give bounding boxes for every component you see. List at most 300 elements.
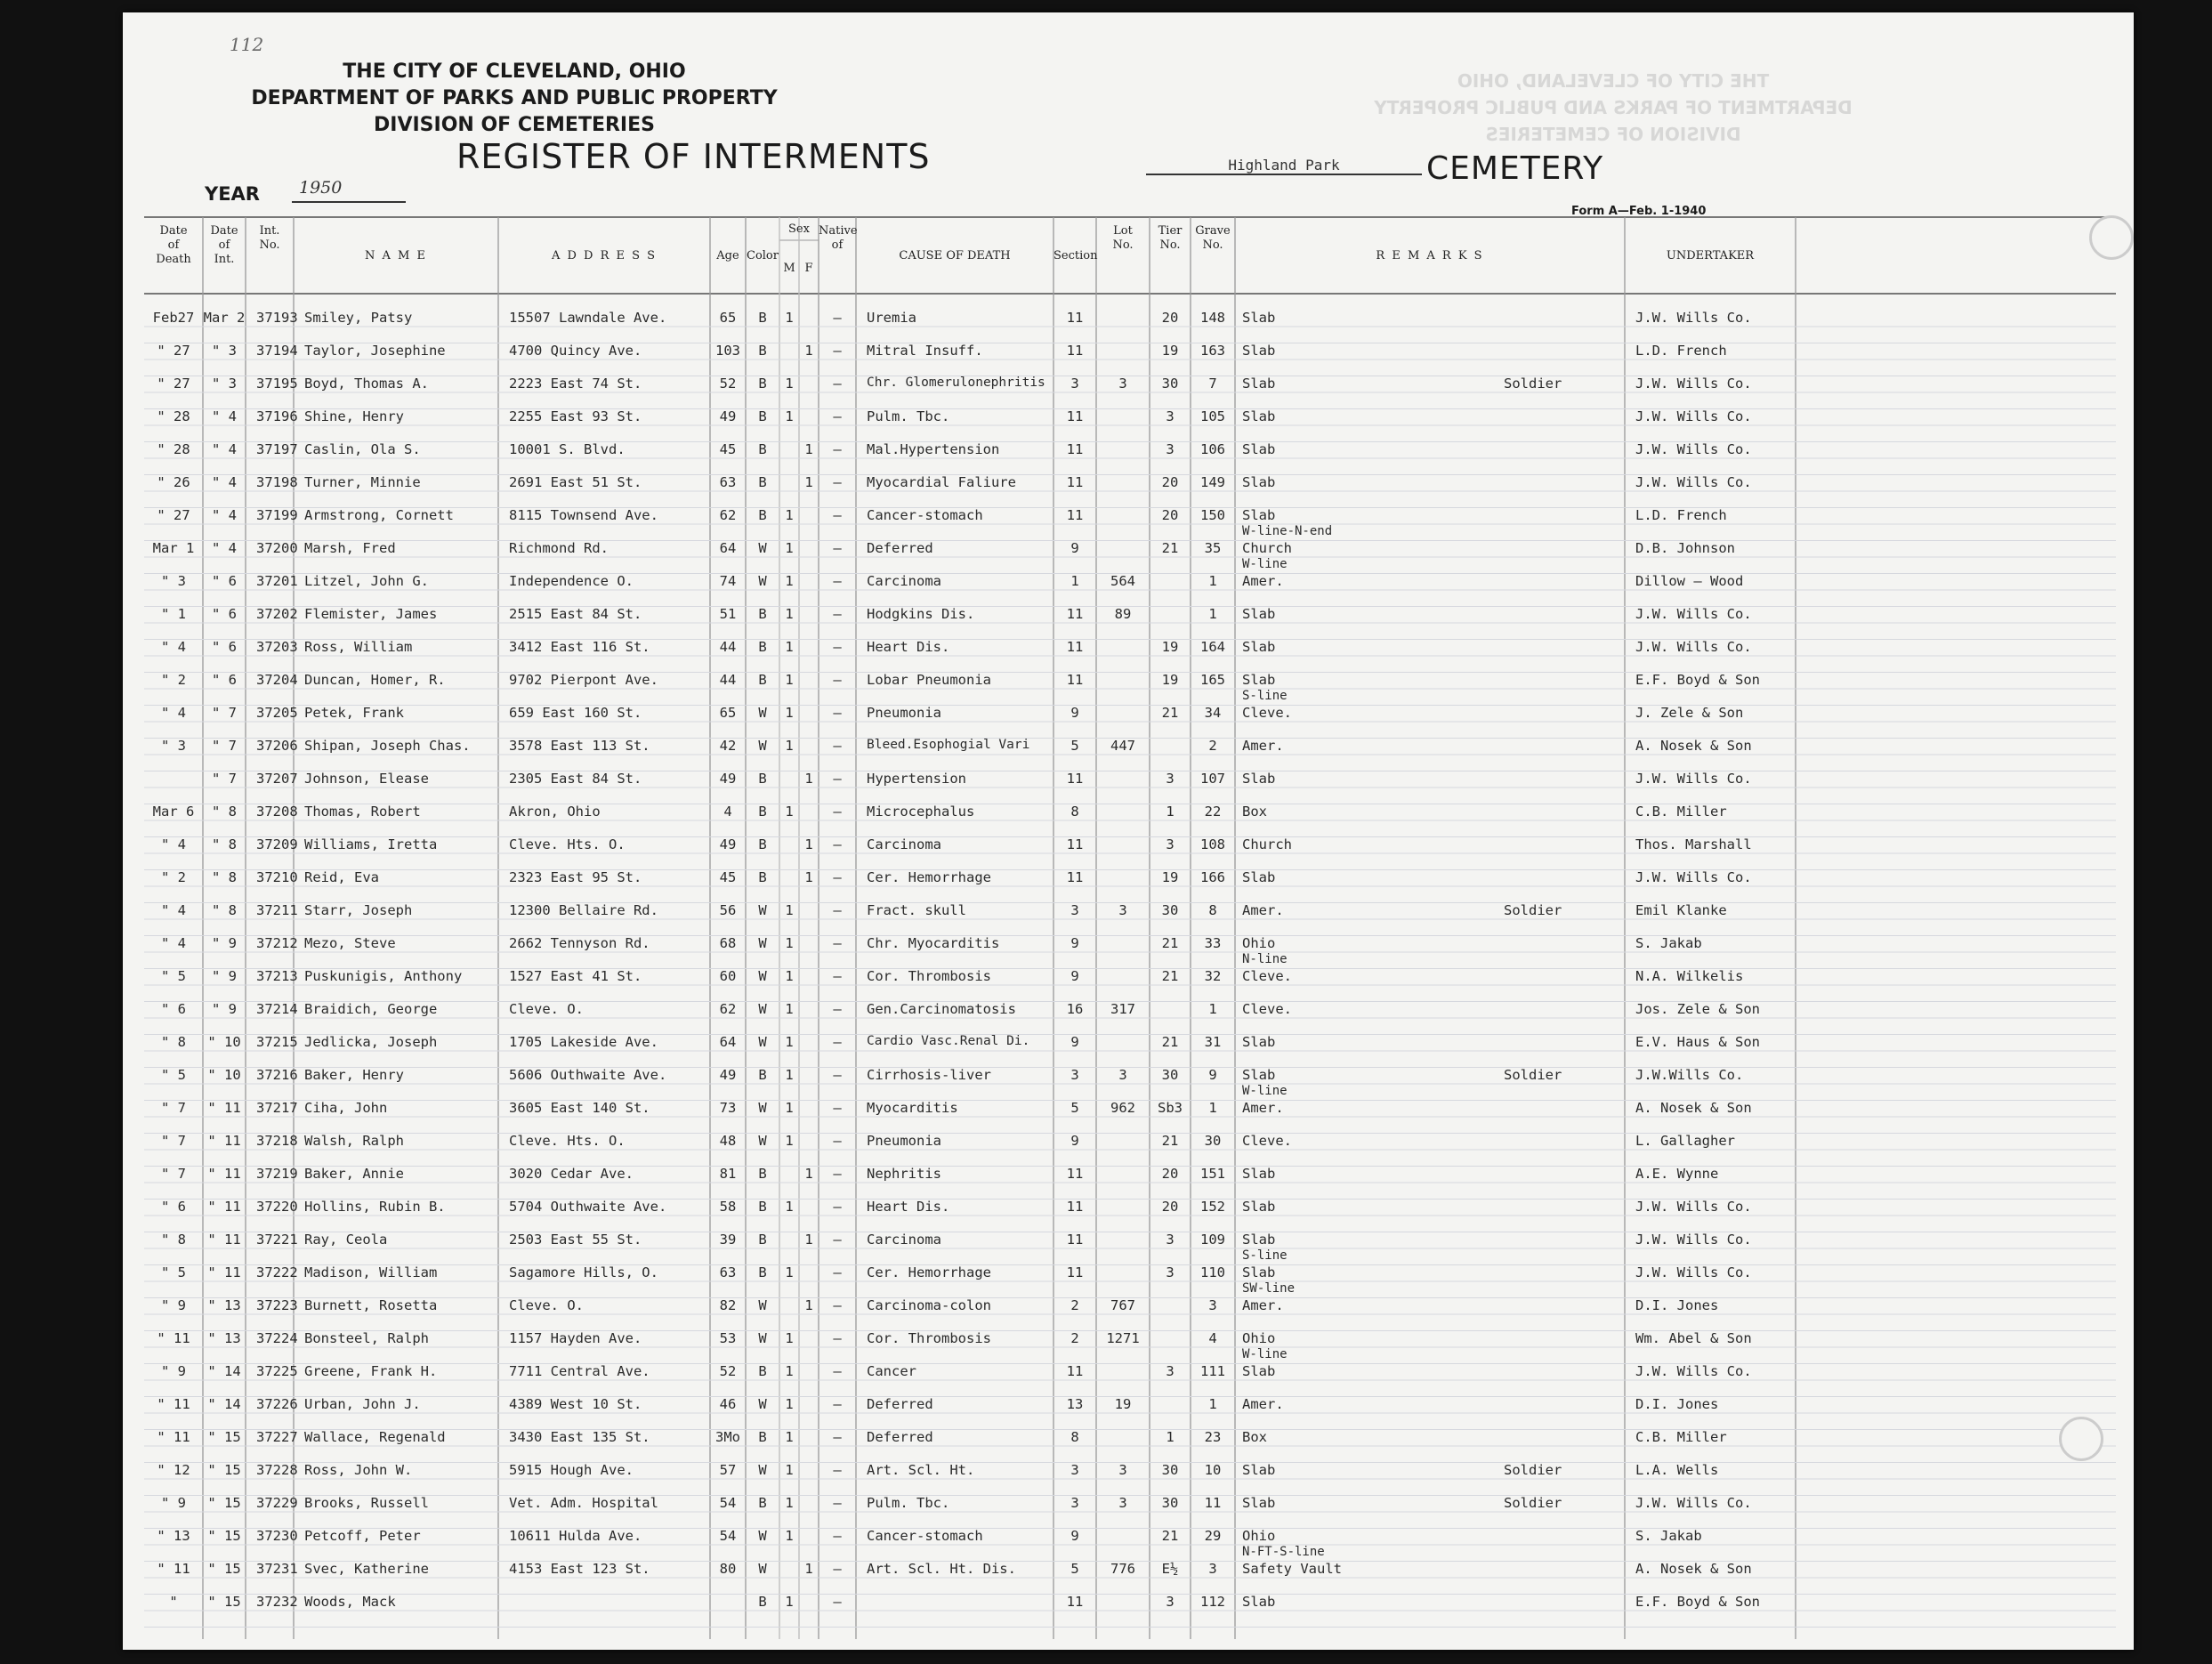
cell-lot: 767 <box>1110 1297 1135 1313</box>
cell-dod: " 27 <box>157 343 190 359</box>
cell-lot: 1271 <box>1106 1330 1140 1346</box>
cell-addr: 2223 East 74 St. <box>509 376 642 392</box>
cell-und: J.W. Wills Co. <box>1635 1363 1752 1379</box>
cell-und: A. Nosek & Son <box>1635 1100 1752 1116</box>
cell-color: B <box>758 771 767 787</box>
cell-dod: " 11 <box>157 1330 190 1346</box>
cell-native: – <box>833 441 842 457</box>
cell-cause: Art. Scl. Ht. <box>867 1462 975 1478</box>
column-header-age: Age <box>716 249 739 263</box>
cell-m: 1 <box>785 935 794 951</box>
cell-cause: Carcinoma-colon <box>867 1297 991 1313</box>
cell-cause: Mitral Insuff. <box>867 343 983 359</box>
cell-addr: 10001 S. Blvd. <box>509 441 626 457</box>
cell-age: 42 <box>719 738 737 754</box>
cell-color: B <box>758 343 767 359</box>
remark-r2: W-line <box>1242 1084 1288 1098</box>
cell-dod: " 13 <box>157 1528 190 1544</box>
cell-name: Ross, John W. <box>304 1462 413 1478</box>
remark-r1: Slab <box>1242 606 1276 622</box>
remark-r1: Amer. <box>1242 738 1284 754</box>
cell-sec: 5 <box>1070 1561 1079 1577</box>
remark-r1: Cleve. <box>1242 705 1292 721</box>
cell-dod: Mar 1 <box>152 540 195 556</box>
cell-dod: " 4 <box>161 836 186 852</box>
cell-cause: Chr. Glomerulonephritis <box>867 376 1045 390</box>
cell-tier: 20 <box>1161 507 1179 523</box>
cell-sec: 3 <box>1070 1462 1079 1478</box>
cell-no: 37200 <box>256 540 298 556</box>
cell-und: S. Jakab <box>1635 935 1702 951</box>
cell-m: 1 <box>785 804 794 820</box>
cell-addr: 5606 Outhwaite Ave. <box>509 1067 667 1083</box>
cell-no: 37216 <box>256 1067 298 1083</box>
cell-und: J.W. Wills Co. <box>1635 1264 1752 1280</box>
cell-addr: 5915 Hough Ave. <box>509 1462 634 1478</box>
cell-sec: 8 <box>1070 804 1079 820</box>
cell-color: B <box>758 1495 767 1511</box>
cell-doi: " 6 <box>212 573 237 589</box>
year-value: 1950 <box>299 178 343 198</box>
cell-addr: 659 East 160 St. <box>509 705 642 721</box>
cell-cause: Cardio Vasc.Renal Di. <box>867 1034 1030 1048</box>
cell-sec: 9 <box>1070 1528 1079 1544</box>
cell-addr: 8115 Townsend Ave. <box>509 507 658 523</box>
cell-sec: 3 <box>1070 376 1079 392</box>
cell-doi: " 14 <box>207 1363 241 1379</box>
remark-r1: Ohio <box>1242 1528 1276 1544</box>
cell-doi: " 6 <box>212 606 237 622</box>
column-header-no: Int. No. <box>259 224 280 252</box>
year-label: YEAR <box>205 183 260 205</box>
cell-dod: " 4 <box>161 902 186 918</box>
cell-tier: 21 <box>1161 1528 1179 1544</box>
cell-native: – <box>833 1232 842 1248</box>
cell-grave: 1 <box>1208 606 1217 622</box>
cell-color: W <box>758 1330 767 1346</box>
cell-lot: 19 <box>1114 1396 1132 1412</box>
cell-addr: 2662 Tennyson Rd. <box>509 935 650 951</box>
cell-age: 46 <box>719 1396 737 1412</box>
cell-addr: 4700 Quincy Ave. <box>509 343 642 359</box>
year-underline <box>292 201 406 203</box>
cell-color: B <box>758 836 767 852</box>
cell-cause: Fract. skull <box>867 902 966 918</box>
cell-no: 37204 <box>256 672 298 688</box>
cell-age: 63 <box>719 474 737 490</box>
cell-no: 37213 <box>256 968 298 984</box>
cell-addr: Independence O. <box>509 573 634 589</box>
cell-sec: 16 <box>1066 1001 1084 1017</box>
cell-name: Petcoff, Peter <box>304 1528 421 1544</box>
cell-no: 37214 <box>256 1001 298 1017</box>
cell-name: Flemister, James <box>304 606 438 622</box>
cell-sec: 11 <box>1066 672 1084 688</box>
cell-no: 37218 <box>256 1133 298 1149</box>
cell-tier: Sb3 <box>1158 1100 1183 1116</box>
cell-color: W <box>758 1034 767 1050</box>
cell-doi: " 6 <box>212 672 237 688</box>
cell-grave: 107 <box>1200 771 1225 787</box>
cell-name: Ciha, John <box>304 1100 388 1116</box>
cell-addr: Cleve. Hts. O. <box>509 836 626 852</box>
cell-native: – <box>833 968 842 984</box>
cell-no: 37225 <box>256 1363 298 1379</box>
cell-age: 3Mo <box>715 1429 740 1445</box>
cell-tier: 30 <box>1161 902 1179 918</box>
cell-doi: " 3 <box>212 343 237 359</box>
cell-grave: 30 <box>1204 1133 1222 1149</box>
cell-addr: Cleve. O. <box>509 1297 584 1313</box>
cell-dod: Mar 6 <box>152 804 195 820</box>
cell-cause: Pulm. Tbc. <box>867 408 950 424</box>
column-header-name: N A M E <box>365 249 427 263</box>
cell-dod: " 12 <box>157 1462 190 1478</box>
cell-native: – <box>833 771 842 787</box>
cell-sec: 3 <box>1070 902 1079 918</box>
cell-color: B <box>758 1199 767 1215</box>
cell-age: 44 <box>719 639 737 655</box>
remark-r1: Slab <box>1242 441 1276 457</box>
binder-ring-top <box>2089 215 2134 260</box>
cell-und: L.A. Wells <box>1635 1462 1719 1478</box>
cell-dod: " 4 <box>161 639 186 655</box>
cell-dod: " 7 <box>161 1100 186 1116</box>
cell-tier: 3 <box>1166 1363 1175 1379</box>
cell-sec: 13 <box>1066 1396 1084 1412</box>
remark-r3: Soldier <box>1504 1462 1562 1478</box>
cell-m: 1 <box>785 738 794 754</box>
cell-f: 1 <box>804 1561 813 1577</box>
cell-m: 1 <box>785 1067 794 1083</box>
cell-f: 1 <box>804 1232 813 1248</box>
cell-native: – <box>833 639 842 655</box>
cell-native: – <box>833 935 842 951</box>
remark-r1: Slab <box>1242 1067 1276 1083</box>
cell-grave: 22 <box>1204 804 1222 820</box>
remark-r1: Slab <box>1242 376 1276 392</box>
cell-doi: " 8 <box>212 902 237 918</box>
cell-addr: 3605 East 140 St. <box>509 1100 650 1116</box>
cell-m: 1 <box>785 1100 794 1116</box>
column-header-tier: Tier No. <box>1158 224 1183 252</box>
remark-r1: Slab <box>1242 869 1276 885</box>
cell-tier: 20 <box>1161 310 1179 326</box>
cell-grave: 150 <box>1200 507 1225 523</box>
cell-sec: 11 <box>1066 343 1084 359</box>
cell-color: B <box>758 1166 767 1182</box>
cell-no: 37199 <box>256 507 298 523</box>
cell-cause: Pneumonia <box>867 1133 941 1149</box>
cell-color: W <box>758 738 767 754</box>
form-label: Form A—Feb. 1-1940 <box>1571 205 1707 218</box>
cell-age: 60 <box>719 968 737 984</box>
column-header-rem: R E M A R K S <box>1376 249 1484 263</box>
cell-lot: 3 <box>1118 376 1127 392</box>
cell-age: 48 <box>719 1133 737 1149</box>
remark-r1: Ohio <box>1242 1330 1276 1346</box>
cell-m: 1 <box>785 1429 794 1445</box>
cell-sec: 11 <box>1066 1594 1084 1610</box>
cell-sec: 3 <box>1070 1495 1079 1511</box>
cell-doi: " 11 <box>207 1264 241 1280</box>
cell-f: 1 <box>804 343 813 359</box>
cell-no: 37212 <box>256 935 298 951</box>
cell-dod: Feb27 <box>152 310 195 326</box>
cell-no: 37232 <box>256 1594 298 1610</box>
cell-doi: " 7 <box>212 705 237 721</box>
column-header-doi: Date of Int. <box>210 224 238 266</box>
cell-dod: " 1 <box>161 606 186 622</box>
cell-cause: Myocarditis <box>867 1100 958 1116</box>
cell-dod: " 5 <box>161 1264 186 1280</box>
cell-doi: " 15 <box>207 1495 241 1511</box>
cell-doi: " 11 <box>207 1166 241 1182</box>
cell-cause: Carcinoma <box>867 573 941 589</box>
cell-grave: 105 <box>1200 408 1225 424</box>
remark-r2: W-line <box>1242 1347 1288 1361</box>
cell-age: 49 <box>719 836 737 852</box>
cell-age: 51 <box>719 606 737 622</box>
cell-und: J.W.Wills Co. <box>1635 1067 1744 1083</box>
cell-m: 1 <box>785 376 794 392</box>
cell-tier: 21 <box>1161 1034 1179 1050</box>
cell-dod: " 6 <box>161 1199 186 1215</box>
column-header-grave: Grave No. <box>1195 224 1231 252</box>
cell-lot: 447 <box>1110 738 1135 754</box>
cell-doi: " 11 <box>207 1133 241 1149</box>
cell-doi: " 11 <box>207 1100 241 1116</box>
remark-r1: Slab <box>1242 1264 1276 1280</box>
division-name: DIVISION OF CEMETERIES <box>374 114 655 136</box>
cell-und: J.W. Wills Co. <box>1635 310 1752 326</box>
cell-addr: 2691 East 51 St. <box>509 474 642 490</box>
cell-age: 58 <box>719 1199 737 1215</box>
cell-color: B <box>758 869 767 885</box>
cell-und: C.B. Miller <box>1635 1429 1727 1445</box>
cell-sec: 11 <box>1066 771 1084 787</box>
cell-name: Mezo, Steve <box>304 935 396 951</box>
cell-dod: " 3 <box>161 573 186 589</box>
cell-doi: " 14 <box>207 1396 241 1412</box>
cell-doi: Mar 2 <box>203 310 246 326</box>
cell-name: Shipan, Joseph Chas. <box>304 738 471 754</box>
cell-age: 63 <box>719 1264 737 1280</box>
cell-grave: 35 <box>1204 540 1222 556</box>
cell-addr: 12300 Bellaire Rd. <box>509 902 658 918</box>
cell-age: 81 <box>719 1166 737 1182</box>
cell-addr: 15507 Lawndale Ave. <box>509 310 667 326</box>
remark-r2: W-line-N-end <box>1242 524 1333 538</box>
remark-r1: Amer. <box>1242 1396 1284 1412</box>
city-name: THE CITY OF CLEVELAND, OHIO <box>343 61 686 83</box>
cell-native: – <box>833 1166 842 1182</box>
remark-r1: Amer. <box>1242 573 1284 589</box>
cell-doi: " 15 <box>207 1462 241 1478</box>
cell-addr: 3430 East 135 St. <box>509 1429 650 1445</box>
cell-age: 49 <box>719 771 737 787</box>
cell-color: B <box>758 376 767 392</box>
cell-no: 37209 <box>256 836 298 852</box>
remark-r2: SW-line <box>1242 1281 1296 1296</box>
remark-r1: Slab <box>1242 1232 1276 1248</box>
cell-grave: 110 <box>1200 1264 1225 1280</box>
department-name: DEPARTMENT OF PARKS AND PUBLIC PROPERTY <box>251 87 778 109</box>
cell-cause: Uremia <box>867 310 916 326</box>
cell-no: 37205 <box>256 705 298 721</box>
cell-m: 1 <box>785 639 794 655</box>
cell-age: 62 <box>719 1001 737 1017</box>
cell-no: 37224 <box>256 1330 298 1346</box>
cell-no: 37198 <box>256 474 298 490</box>
cell-addr: 2255 East 93 St. <box>509 408 642 424</box>
cell-dod: " 4 <box>161 935 186 951</box>
cell-tier: 21 <box>1161 540 1179 556</box>
cell-addr: Vet. Adm. Hospital <box>509 1495 658 1511</box>
cell-f: 1 <box>804 441 813 457</box>
remark-r1: Slab <box>1242 1594 1276 1610</box>
cell-native: – <box>833 836 842 852</box>
cell-grave: 3 <box>1208 1561 1217 1577</box>
cell-und: Jos. Zele & Son <box>1635 1001 1760 1017</box>
cell-cause: Cancer <box>867 1363 916 1379</box>
cell-doi: " 7 <box>212 771 237 787</box>
cell-age: 57 <box>719 1462 737 1478</box>
cell-cause: Heart Dis. <box>867 639 950 655</box>
cell-no: 37211 <box>256 902 298 918</box>
cell-und: J.W. Wills Co. <box>1635 1232 1752 1248</box>
cell-age: 45 <box>719 441 737 457</box>
cell-lot: 962 <box>1110 1100 1135 1116</box>
cell-sec: 9 <box>1070 705 1079 721</box>
cell-no: 37221 <box>256 1232 298 1248</box>
cell-doi: " 8 <box>212 869 237 885</box>
cell-native: – <box>833 1067 842 1083</box>
cell-grave: 111 <box>1200 1363 1225 1379</box>
cell-doi: " 8 <box>212 836 237 852</box>
remark-r1: Slab <box>1242 639 1276 655</box>
cell-name: Armstrong, Cornett <box>304 507 454 523</box>
remark-r1: Slab <box>1242 474 1276 490</box>
cell-grave: 10 <box>1204 1462 1222 1478</box>
cell-name: Taylor, Josephine <box>304 343 446 359</box>
cell-cause: Hypertension <box>867 771 966 787</box>
cell-cause: Cor. Thrombosis <box>867 1330 991 1346</box>
cell-addr: 3020 Cedar Ave. <box>509 1166 634 1182</box>
cemetery-label: CEMETERY <box>1426 150 1604 187</box>
cell-tier: 3 <box>1166 1232 1175 1248</box>
cell-no: 37219 <box>256 1166 298 1182</box>
cell-lot: 3 <box>1118 902 1127 918</box>
cell-grave: 112 <box>1200 1594 1225 1610</box>
cell-addr: 2515 East 84 St. <box>509 606 642 622</box>
cell-cause: Carcinoma <box>867 1232 941 1248</box>
cell-native: – <box>833 507 842 523</box>
cell-doi: " 9 <box>212 1001 237 1017</box>
cell-doi: " 11 <box>207 1199 241 1215</box>
cell-color: W <box>758 1396 767 1412</box>
cell-addr: Cleve. Hts. O. <box>509 1133 626 1149</box>
cell-sec: 11 <box>1066 441 1084 457</box>
cell-grave: 9 <box>1208 1067 1217 1083</box>
cell-no: 37196 <box>256 408 298 424</box>
cell-native: – <box>833 1396 842 1412</box>
register-page <box>123 12 2134 1650</box>
cell-sec: 11 <box>1066 310 1084 326</box>
cell-lot: 317 <box>1110 1001 1135 1017</box>
remark-r1: Amer. <box>1242 1100 1284 1116</box>
cell-dod: " 7 <box>161 1166 186 1182</box>
column-header-lot: Lot No. <box>1112 224 1134 252</box>
cell-name: Starr, Joseph <box>304 902 413 918</box>
cell-sec: 11 <box>1066 836 1084 852</box>
cell-tier: E½ <box>1161 1561 1179 1577</box>
cell-age: 54 <box>719 1495 737 1511</box>
cell-name: Caslin, Ola S. <box>304 441 421 457</box>
cell-grave: 2 <box>1208 738 1217 754</box>
cell-native: – <box>833 474 842 490</box>
cell-name: Svec, Katherine <box>304 1561 429 1577</box>
cell-tier: 21 <box>1161 1133 1179 1149</box>
cell-native: – <box>833 1034 842 1050</box>
cell-sec: 11 <box>1066 507 1084 523</box>
cell-grave: 165 <box>1200 672 1225 688</box>
cell-f: 1 <box>804 1166 813 1182</box>
cell-color: B <box>758 507 767 523</box>
cell-tier: 3 <box>1166 836 1175 852</box>
cell-name: Walsh, Ralph <box>304 1133 404 1149</box>
cell-age: 39 <box>719 1232 737 1248</box>
cell-addr: 4153 East 123 St. <box>509 1561 650 1577</box>
cell-tier: 19 <box>1161 869 1179 885</box>
cell-addr: 2305 East 84 St. <box>509 771 642 787</box>
cell-name: Wallace, Regenald <box>304 1429 446 1445</box>
cell-color: B <box>758 408 767 424</box>
cell-native: – <box>833 804 842 820</box>
cell-doi: " 10 <box>207 1034 241 1050</box>
cell-no: 37201 <box>256 573 298 589</box>
cell-cause: Cirrhosis-liver <box>867 1067 991 1083</box>
cell-doi: " 9 <box>212 935 237 951</box>
cell-name: Litzel, John G. <box>304 573 429 589</box>
cell-grave: 11 <box>1204 1495 1222 1511</box>
cell-native: – <box>833 540 842 556</box>
cell-native: – <box>833 1561 842 1577</box>
cell-no: 37230 <box>256 1528 298 1544</box>
cell-no: 37226 <box>256 1396 298 1412</box>
cell-color: B <box>758 310 767 326</box>
cell-color: W <box>758 1462 767 1478</box>
cell-native: – <box>833 310 842 326</box>
cell-native: – <box>833 1264 842 1280</box>
cell-sec: 11 <box>1066 1264 1084 1280</box>
cell-grave: 7 <box>1208 376 1217 392</box>
cell-name: Urban, John J. <box>304 1396 421 1412</box>
cell-grave: 163 <box>1200 343 1225 359</box>
cell-grave: 1 <box>1208 573 1217 589</box>
cell-no: 37217 <box>256 1100 298 1116</box>
cell-native: – <box>833 1594 842 1610</box>
cell-no: 37202 <box>256 606 298 622</box>
cell-dod: " 28 <box>157 441 190 457</box>
cell-tier: 20 <box>1161 1166 1179 1182</box>
cell-und: D.I. Jones <box>1635 1297 1719 1313</box>
cell-sec: 5 <box>1070 1100 1079 1116</box>
remark-r2: N-line <box>1242 952 1288 966</box>
cell-age: 52 <box>719 1363 737 1379</box>
cell-und: Thos. Marshall <box>1635 836 1752 852</box>
cell-cause: Cer. Hemorrhage <box>867 869 991 885</box>
